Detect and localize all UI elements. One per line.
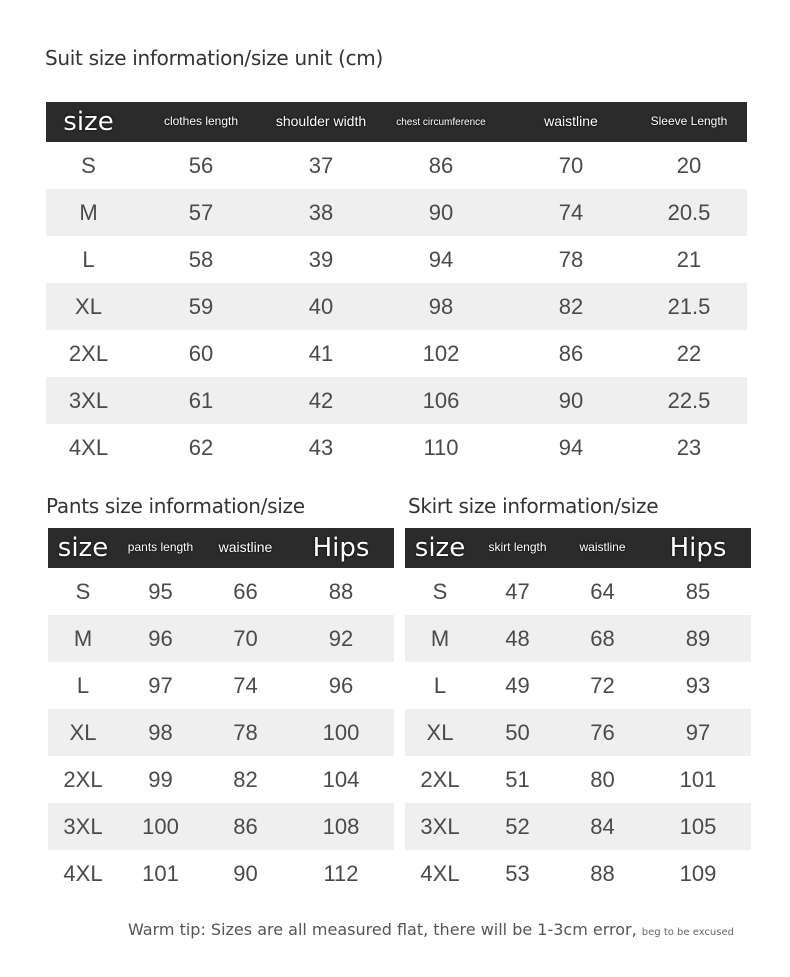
table-cell: 104: [322, 766, 360, 792]
table-cell: 84: [560, 803, 645, 850]
table-cell: 51: [505, 766, 530, 792]
table-cell: 82: [233, 766, 258, 792]
table-cell: 93: [685, 672, 711, 698]
table-cell: 86: [203, 803, 288, 850]
table-cell: 22: [676, 340, 702, 366]
table-cell: 88: [328, 578, 354, 604]
table-row: [405, 568, 751, 615]
table-cell: 57: [131, 189, 271, 236]
table-cell: 99: [148, 766, 173, 792]
table-row: [46, 377, 747, 424]
table-cell: 97: [148, 672, 173, 698]
table-cell: 3XL: [405, 803, 475, 850]
suit-section-title: Suit size information/size unit (cm): [45, 46, 383, 70]
warm-tip-note: [128, 920, 734, 939]
table-row: [48, 662, 394, 709]
table-cell: 85: [685, 578, 711, 604]
table-cell: 4XL: [420, 860, 460, 886]
table-cell: 66: [233, 578, 258, 604]
table-row: [48, 850, 394, 897]
table-cell: 62: [188, 434, 214, 460]
table-cell: 86: [428, 152, 454, 178]
table-cell: 53: [505, 860, 530, 886]
table-row: [46, 142, 747, 189]
table-cell: 96: [118, 615, 203, 662]
table-cell: 98: [118, 709, 203, 756]
table-cell: 86: [558, 340, 584, 366]
table-row: [48, 615, 394, 662]
skirt-header-skirt-length: skirt length: [475, 528, 560, 568]
table-cell: XL: [46, 283, 131, 330]
skirt-header-row: [405, 528, 751, 568]
table-cell: 20: [676, 152, 702, 178]
pants-header-pants-length: pants length: [118, 528, 203, 568]
table-cell: M: [46, 189, 131, 236]
table-cell: 78: [558, 246, 584, 272]
table-row: [405, 709, 751, 756]
table-cell: 21: [676, 246, 702, 272]
table-cell: 37: [308, 152, 334, 178]
table-cell: 50: [475, 709, 560, 756]
warm-tip-main: Warm tip: Sizes are all measured flat, there will be 1-3cm error,: [128, 920, 642, 939]
pants-header-row: [48, 528, 394, 568]
table-cell: 100: [288, 709, 394, 756]
table-cell: 78: [203, 709, 288, 756]
table-row: [46, 424, 747, 471]
suit-header-clothes-length: clothes length: [131, 102, 271, 142]
table-cell: M: [405, 615, 475, 662]
table-cell: 47: [505, 578, 530, 604]
table-cell: 98: [371, 283, 511, 330]
table-cell: 38: [271, 189, 371, 236]
suit-header-waistline: waistline: [511, 102, 631, 142]
table-cell: 74: [233, 672, 258, 698]
table-cell: 70: [558, 152, 584, 178]
table-row: [405, 756, 751, 803]
table-cell: 60: [188, 340, 214, 366]
skirt-header-size: size: [405, 528, 475, 568]
table-row: [405, 803, 751, 850]
pants-section-title: Pants size information/size: [46, 494, 305, 518]
table-cell: 39: [308, 246, 334, 272]
table-cell: 61: [131, 377, 271, 424]
table-cell: 90: [233, 860, 258, 886]
table-cell: 97: [645, 709, 751, 756]
table-row: [48, 756, 394, 803]
table-cell: 105: [645, 803, 751, 850]
table-cell: 3XL: [46, 377, 131, 424]
pants-header-hips: Hips: [288, 528, 394, 568]
suit-header-row: [46, 102, 747, 142]
table-cell: 2XL: [63, 766, 103, 792]
table-cell: 49: [505, 672, 530, 698]
table-cell: 72: [590, 672, 615, 698]
table-cell: 100: [118, 803, 203, 850]
table-cell: 95: [148, 578, 173, 604]
table-cell: 52: [475, 803, 560, 850]
table-row: [405, 662, 751, 709]
table-row: [48, 803, 394, 850]
table-cell: 76: [560, 709, 645, 756]
table-cell: 70: [203, 615, 288, 662]
table-cell: XL: [405, 709, 475, 756]
table-cell: 68: [560, 615, 645, 662]
pants-size-table: [48, 528, 394, 897]
table-cell: 58: [188, 246, 214, 272]
skirt-size-table: [405, 528, 751, 897]
skirt-header-waistline: waistline: [560, 528, 645, 568]
table-cell: 2XL: [68, 340, 109, 366]
table-cell: L: [76, 672, 90, 698]
table-cell: 106: [371, 377, 511, 424]
table-cell: 42: [271, 377, 371, 424]
warm-tip-tail: beg to be excused: [641, 927, 734, 938]
table-cell: 90: [511, 377, 631, 424]
table-cell: S: [75, 578, 91, 604]
table-cell: S: [81, 152, 96, 178]
table-cell: 3XL: [48, 803, 118, 850]
table-cell: 94: [558, 434, 584, 460]
table-row: [405, 615, 751, 662]
suit-header-shoulder-width: shoulder width: [271, 102, 371, 142]
table-cell: 88: [590, 860, 615, 886]
table-cell: 108: [288, 803, 394, 850]
table-cell: 64: [590, 578, 615, 604]
table-cell: 22.5: [631, 377, 747, 424]
table-cell: 92: [288, 615, 394, 662]
table-cell: 101: [679, 766, 717, 792]
table-cell: L: [82, 246, 95, 272]
table-row: [405, 850, 751, 897]
table-cell: 48: [475, 615, 560, 662]
table-row: [48, 709, 394, 756]
suit-header-size: size: [46, 102, 131, 142]
table-cell: 56: [188, 152, 214, 178]
table-row: [46, 236, 747, 283]
table-cell: 4XL: [63, 860, 103, 886]
table-cell: 4XL: [68, 434, 109, 460]
table-row: [46, 330, 747, 377]
suit-header-sleeve-length: Sleeve Length: [631, 102, 747, 142]
table-cell: 96: [328, 672, 354, 698]
table-cell: 110: [423, 434, 459, 460]
table-cell: 2XL: [420, 766, 460, 792]
table-cell: 94: [428, 246, 454, 272]
suit-size-table: [46, 102, 747, 471]
table-cell: S: [432, 578, 448, 604]
table-cell: XL: [48, 709, 118, 756]
table-cell: L: [433, 672, 447, 698]
table-cell: 109: [679, 860, 717, 886]
table-cell: 102: [422, 340, 460, 366]
table-row: [46, 283, 747, 330]
table-row: [46, 189, 747, 236]
table-row: [48, 568, 394, 615]
table-cell: 43: [308, 434, 334, 460]
table-cell: 23: [676, 434, 702, 460]
table-cell: 80: [590, 766, 615, 792]
suit-header-chest-circumference: chest circumference: [371, 102, 511, 142]
skirt-section-title: Skirt size information/size: [408, 494, 659, 518]
table-cell: 20.5: [631, 189, 747, 236]
pants-header-waistline: waistline: [203, 528, 288, 568]
table-cell: 21.5: [631, 283, 747, 330]
table-cell: 74: [511, 189, 631, 236]
table-cell: 89: [645, 615, 751, 662]
table-cell: 90: [371, 189, 511, 236]
table-cell: 40: [271, 283, 371, 330]
table-cell: 82: [511, 283, 631, 330]
table-cell: 101: [142, 860, 179, 886]
table-cell: M: [48, 615, 118, 662]
table-cell: 41: [308, 340, 334, 366]
skirt-header-hips: Hips: [645, 528, 751, 568]
table-cell: 59: [131, 283, 271, 330]
table-cell: 112: [323, 860, 359, 886]
pants-header-size: size: [48, 528, 118, 568]
